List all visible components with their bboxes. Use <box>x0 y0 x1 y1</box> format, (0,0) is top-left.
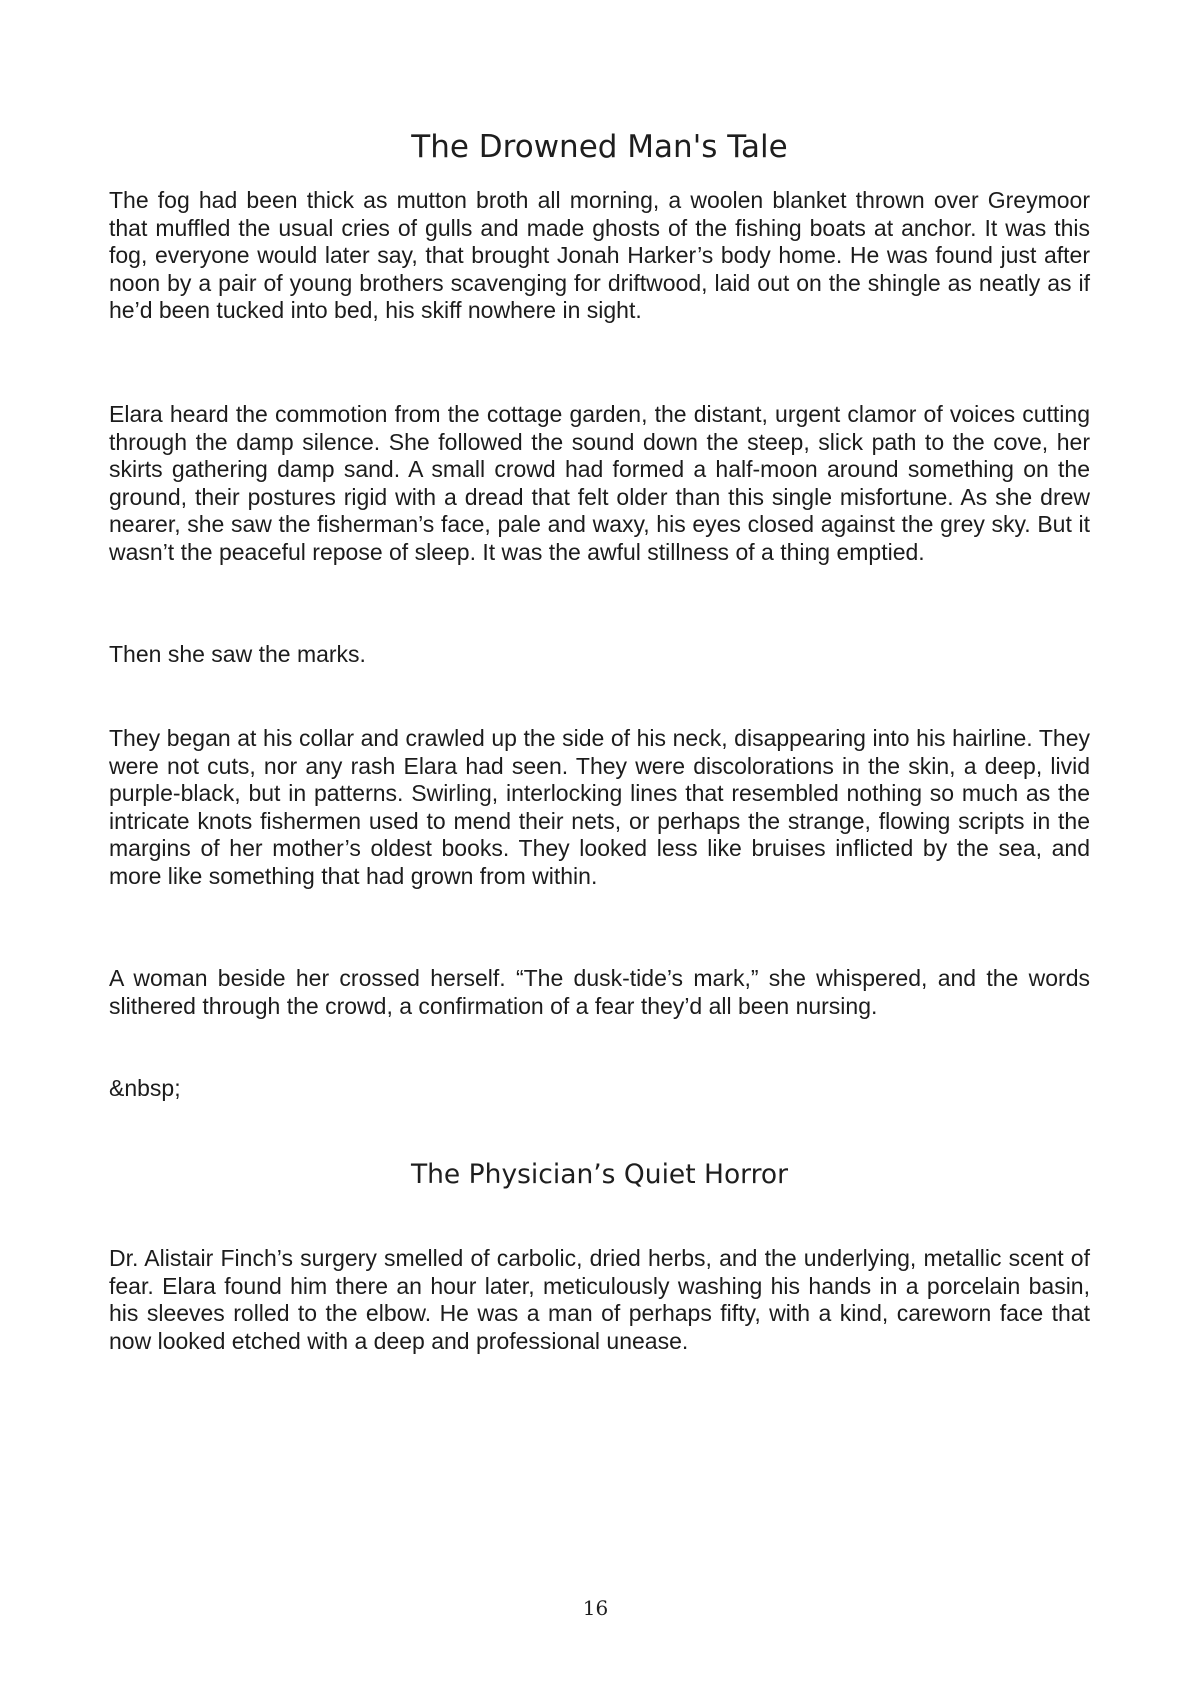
paragraph-dr-finch: Dr. Alistair Finch’s surgery smelled of carbolic, dried herbs, and the underlying, metallic scent of fear. Elara found him there an hour later, meticulously washing his hands in a porcelain basin, his sleeves rolled to the elbow. He was a man of perhaps fifty, with a kind, careworn face that now looked etched with a deep and professional unease. <box>109 1245 1090 1354</box>
paragraph-fog: The fog had been thick as mutton broth all morning, a woolen blanket thrown over Greymoor that muffled the usual cries of gulls and made ghosts of the fishing boats at anchor. It was this fog, everyone would later say, that brought Jonah Harker’s body home. He was found just after noon by a pair of young brothers scavenging for driftwood, laid out on the shingle as neatly as if he’d been tucked into bed, his skiff nowhere in sight. <box>109 187 1090 324</box>
section-title-physicians-quiet-horror: The Physician’s Quiet Horror <box>410 1159 789 1190</box>
page-number: 16 <box>582 1596 609 1620</box>
paragraph-elara-heard: Elara heard the commotion from the cottage garden, the distant, urgent clamor of voices cutting through the damp silence. She followed the sound down the steep, slick path to the cove, her skirts gathering damp sand. A small crowd had formed a half-moon around something on the ground, their postures rigid with a dread that felt older than this single misfortune. As she drew nearer, she saw the fisherman’s face, pale and waxy, his eyes closed against the grey sky. But it wasn’t the peaceful repose of sleep. It was the awful stillness of a thing emptied. <box>109 401 1090 565</box>
section-title-drowned-mans-tale: The Drowned Man's Tale <box>411 129 788 165</box>
paragraph-marks-description: They began at his collar and crawled up the side of his neck, disappearing into his hairline. They were not cuts, nor any rash Elara had seen. They were discolorations in the skin, a deep, livid purple-black, but in patterns. Swirling, interlocking lines that resembled nothing so much as the intricate knots fishermen used to mend their nets, or perhaps the strange, flowing scripts in the margins of her mother’s oldest books. They looked less like bruises inflicted by the sea, and more like something that had grown from within. <box>109 725 1090 889</box>
paragraph-nbsp-artifact: &nbsp; <box>109 1075 181 1101</box>
paragraph-then-marks: Then she saw the marks. <box>109 641 366 667</box>
paragraph-woman-crossed: A woman beside her crossed herself. “The dusk-tide’s mark,” she whispered, and the words slithered through the crowd, a confirmation of a fear they’d all been nursing. <box>109 965 1090 1019</box>
